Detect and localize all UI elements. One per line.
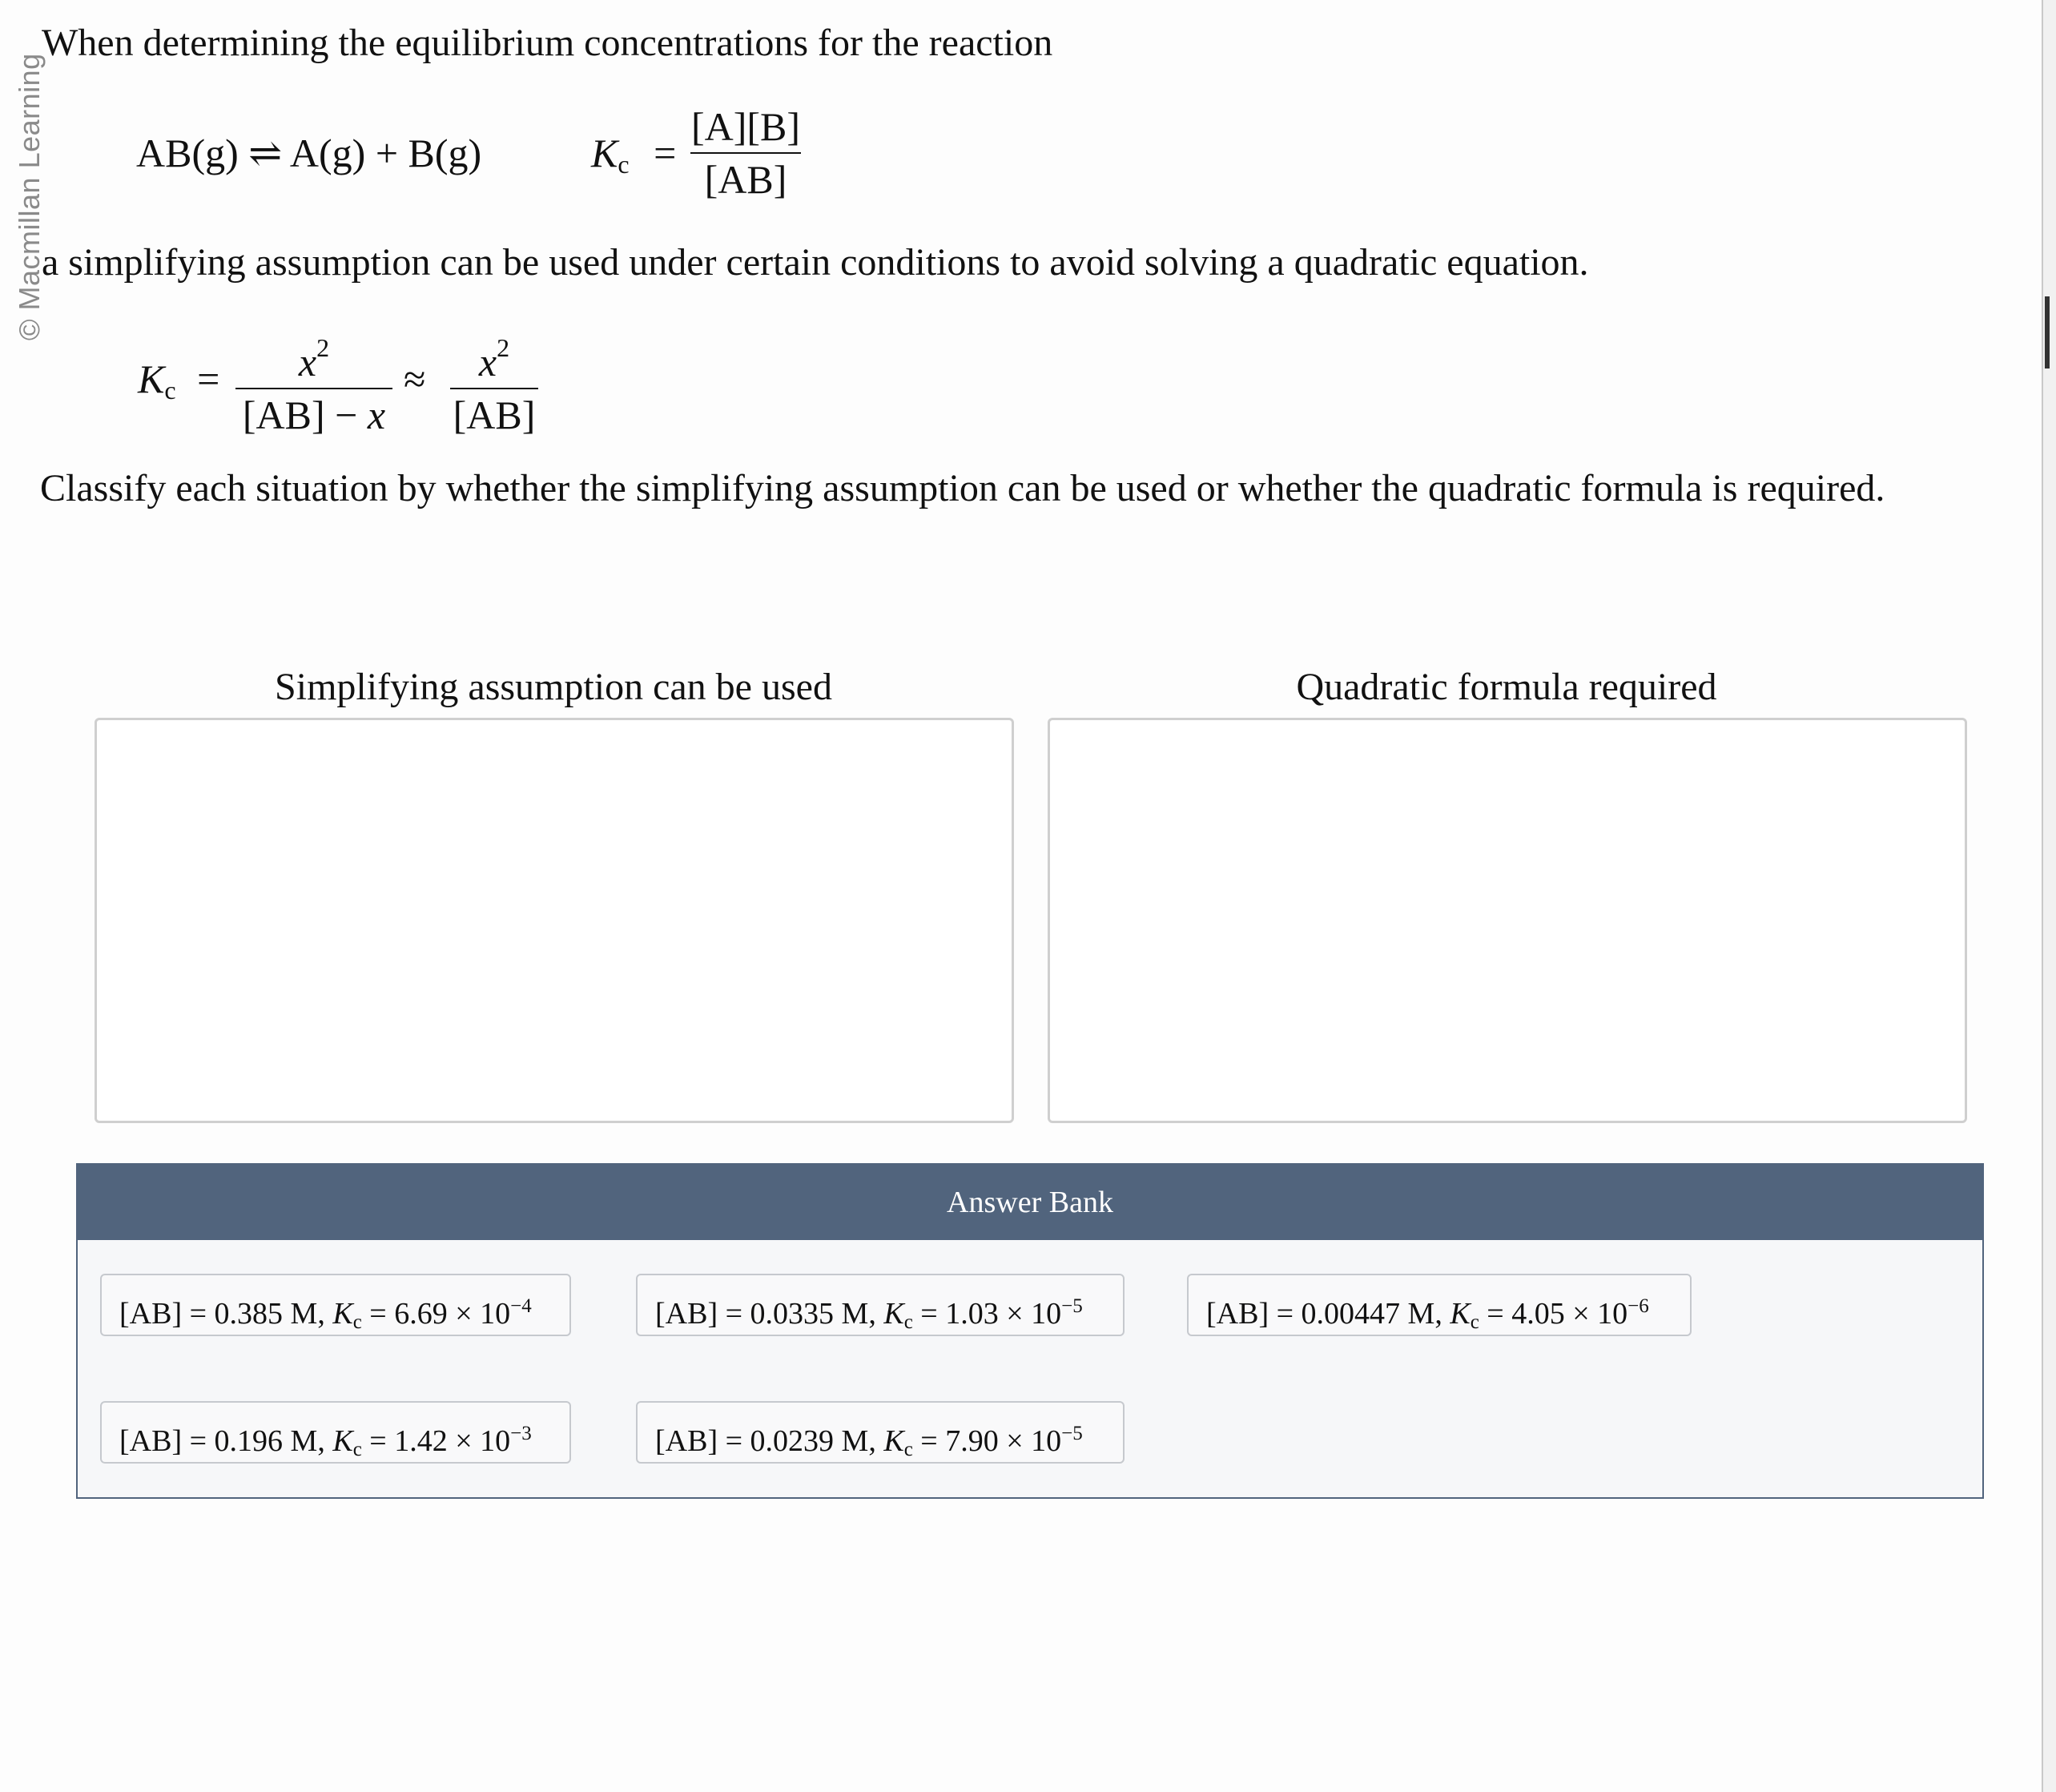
- approx-numerator: [450, 325, 538, 385]
- approx-denominator: [AB]: [453, 393, 536, 437]
- kc-subscript: c: [1470, 1311, 1479, 1333]
- kc-exponent: −5: [1061, 1423, 1083, 1444]
- approx-sign: ≈: [404, 356, 426, 401]
- exponent: 2: [316, 333, 330, 362]
- exact-fraction: [235, 325, 392, 437]
- kc-exponent: −6: [1627, 1295, 1649, 1317]
- scrollbar[interactable]: [2042, 0, 2056, 1792]
- kc-subscript: c: [352, 1311, 362, 1333]
- equilibrium-arrow-icon: ⇌: [248, 131, 283, 175]
- ab-minus: [AB] −: [242, 393, 368, 437]
- kc-exponent: −4: [510, 1295, 532, 1317]
- kc-value: = 1.03 × 10: [912, 1297, 1062, 1331]
- fraction-bar: [450, 388, 538, 389]
- reactant: AB(g): [136, 131, 239, 175]
- intro-text: When determining the equilibrium concentrations for the reaction: [42, 22, 1053, 64]
- answer-chip[interactable]: [636, 1401, 1125, 1464]
- kc-subscript: c: [618, 150, 630, 179]
- kc-exponent: −5: [1061, 1295, 1083, 1317]
- answer-chip[interactable]: [1187, 1274, 1692, 1336]
- dropzone-simplifying-assumption[interactable]: [95, 718, 1014, 1123]
- products: A(g) + B(g): [289, 131, 482, 175]
- answer-bank-header: Answer Bank: [78, 1165, 1982, 1240]
- equals-sign: =: [197, 356, 220, 401]
- ab-concentration: [AB] = 0.196 M,: [119, 1424, 333, 1458]
- exact-denominator: [235, 393, 392, 437]
- kc-denominator: [AB]: [704, 157, 787, 202]
- kc-subscript: c: [903, 1439, 913, 1460]
- ab-concentration: [AB] = 0.0335 M,: [655, 1297, 884, 1331]
- kc-symbol: K: [332, 1297, 353, 1331]
- kc-exponent: −3: [510, 1423, 532, 1444]
- kc-symbol: K: [332, 1424, 353, 1458]
- kc-symbol: K: [883, 1424, 904, 1458]
- reaction-equation: [136, 130, 481, 176]
- kc-definition-lhs: [591, 130, 676, 179]
- approx-kc-lhs: [138, 356, 219, 405]
- kc-fraction: [690, 104, 801, 202]
- ab-concentration: [AB] = 0.0239 M,: [655, 1424, 884, 1458]
- kc-symbol: K: [138, 356, 165, 401]
- fraction-bar: [690, 152, 801, 154]
- kc-numerator: [A][B]: [690, 104, 801, 149]
- kc-symbol: K: [591, 131, 618, 175]
- x-variable: x: [298, 340, 317, 385]
- answer-chip[interactable]: [100, 1274, 571, 1336]
- equals-sign: =: [654, 131, 677, 175]
- dropzone-quadratic-formula[interactable]: [1048, 718, 1967, 1123]
- kc-subscript: c: [164, 376, 176, 405]
- kc-value: = 7.90 × 10: [912, 1424, 1062, 1458]
- x-variable: x: [367, 393, 386, 437]
- fraction-bar: [235, 388, 392, 389]
- x-variable: x: [478, 340, 497, 385]
- approx-fraction: [450, 325, 538, 437]
- scrollbar-thumb[interactable]: [2045, 296, 2050, 368]
- ab-concentration: [AB] = 0.00447 M,: [1206, 1297, 1450, 1331]
- assumption-text: a simplifying assumption can be used under certain conditions to avoid solving a quadratic equation.: [42, 241, 1589, 284]
- kc-subscript: c: [903, 1311, 913, 1333]
- ab-concentration: [AB] = 0.385 M,: [119, 1297, 333, 1331]
- answer-chip[interactable]: [636, 1274, 1125, 1336]
- bin-title-simplifying: Simplifying assumption can be used: [275, 666, 832, 708]
- bin-title-quadratic: Quadratic formula required: [1296, 666, 1717, 708]
- kc-value: = 4.05 × 10: [1479, 1297, 1628, 1331]
- exponent: 2: [497, 333, 510, 362]
- kc-symbol: K: [883, 1297, 904, 1331]
- answer-bank: [76, 1163, 1984, 1499]
- kc-symbol: K: [1450, 1297, 1471, 1331]
- answer-chip[interactable]: [100, 1401, 571, 1464]
- exact-numerator: [235, 325, 392, 385]
- copyright-watermark: [0, 0, 46, 352]
- kc-subscript: c: [352, 1439, 362, 1460]
- kc-value: = 1.42 × 10: [361, 1424, 511, 1458]
- kc-value: = 6.69 × 10: [361, 1297, 511, 1331]
- instruction-text: Classify each situation by whether the simplifying assumption can be used or whether the quadratic formula is required.: [40, 467, 1885, 509]
- copyright-text: © Macmillan Learning: [13, 53, 46, 340]
